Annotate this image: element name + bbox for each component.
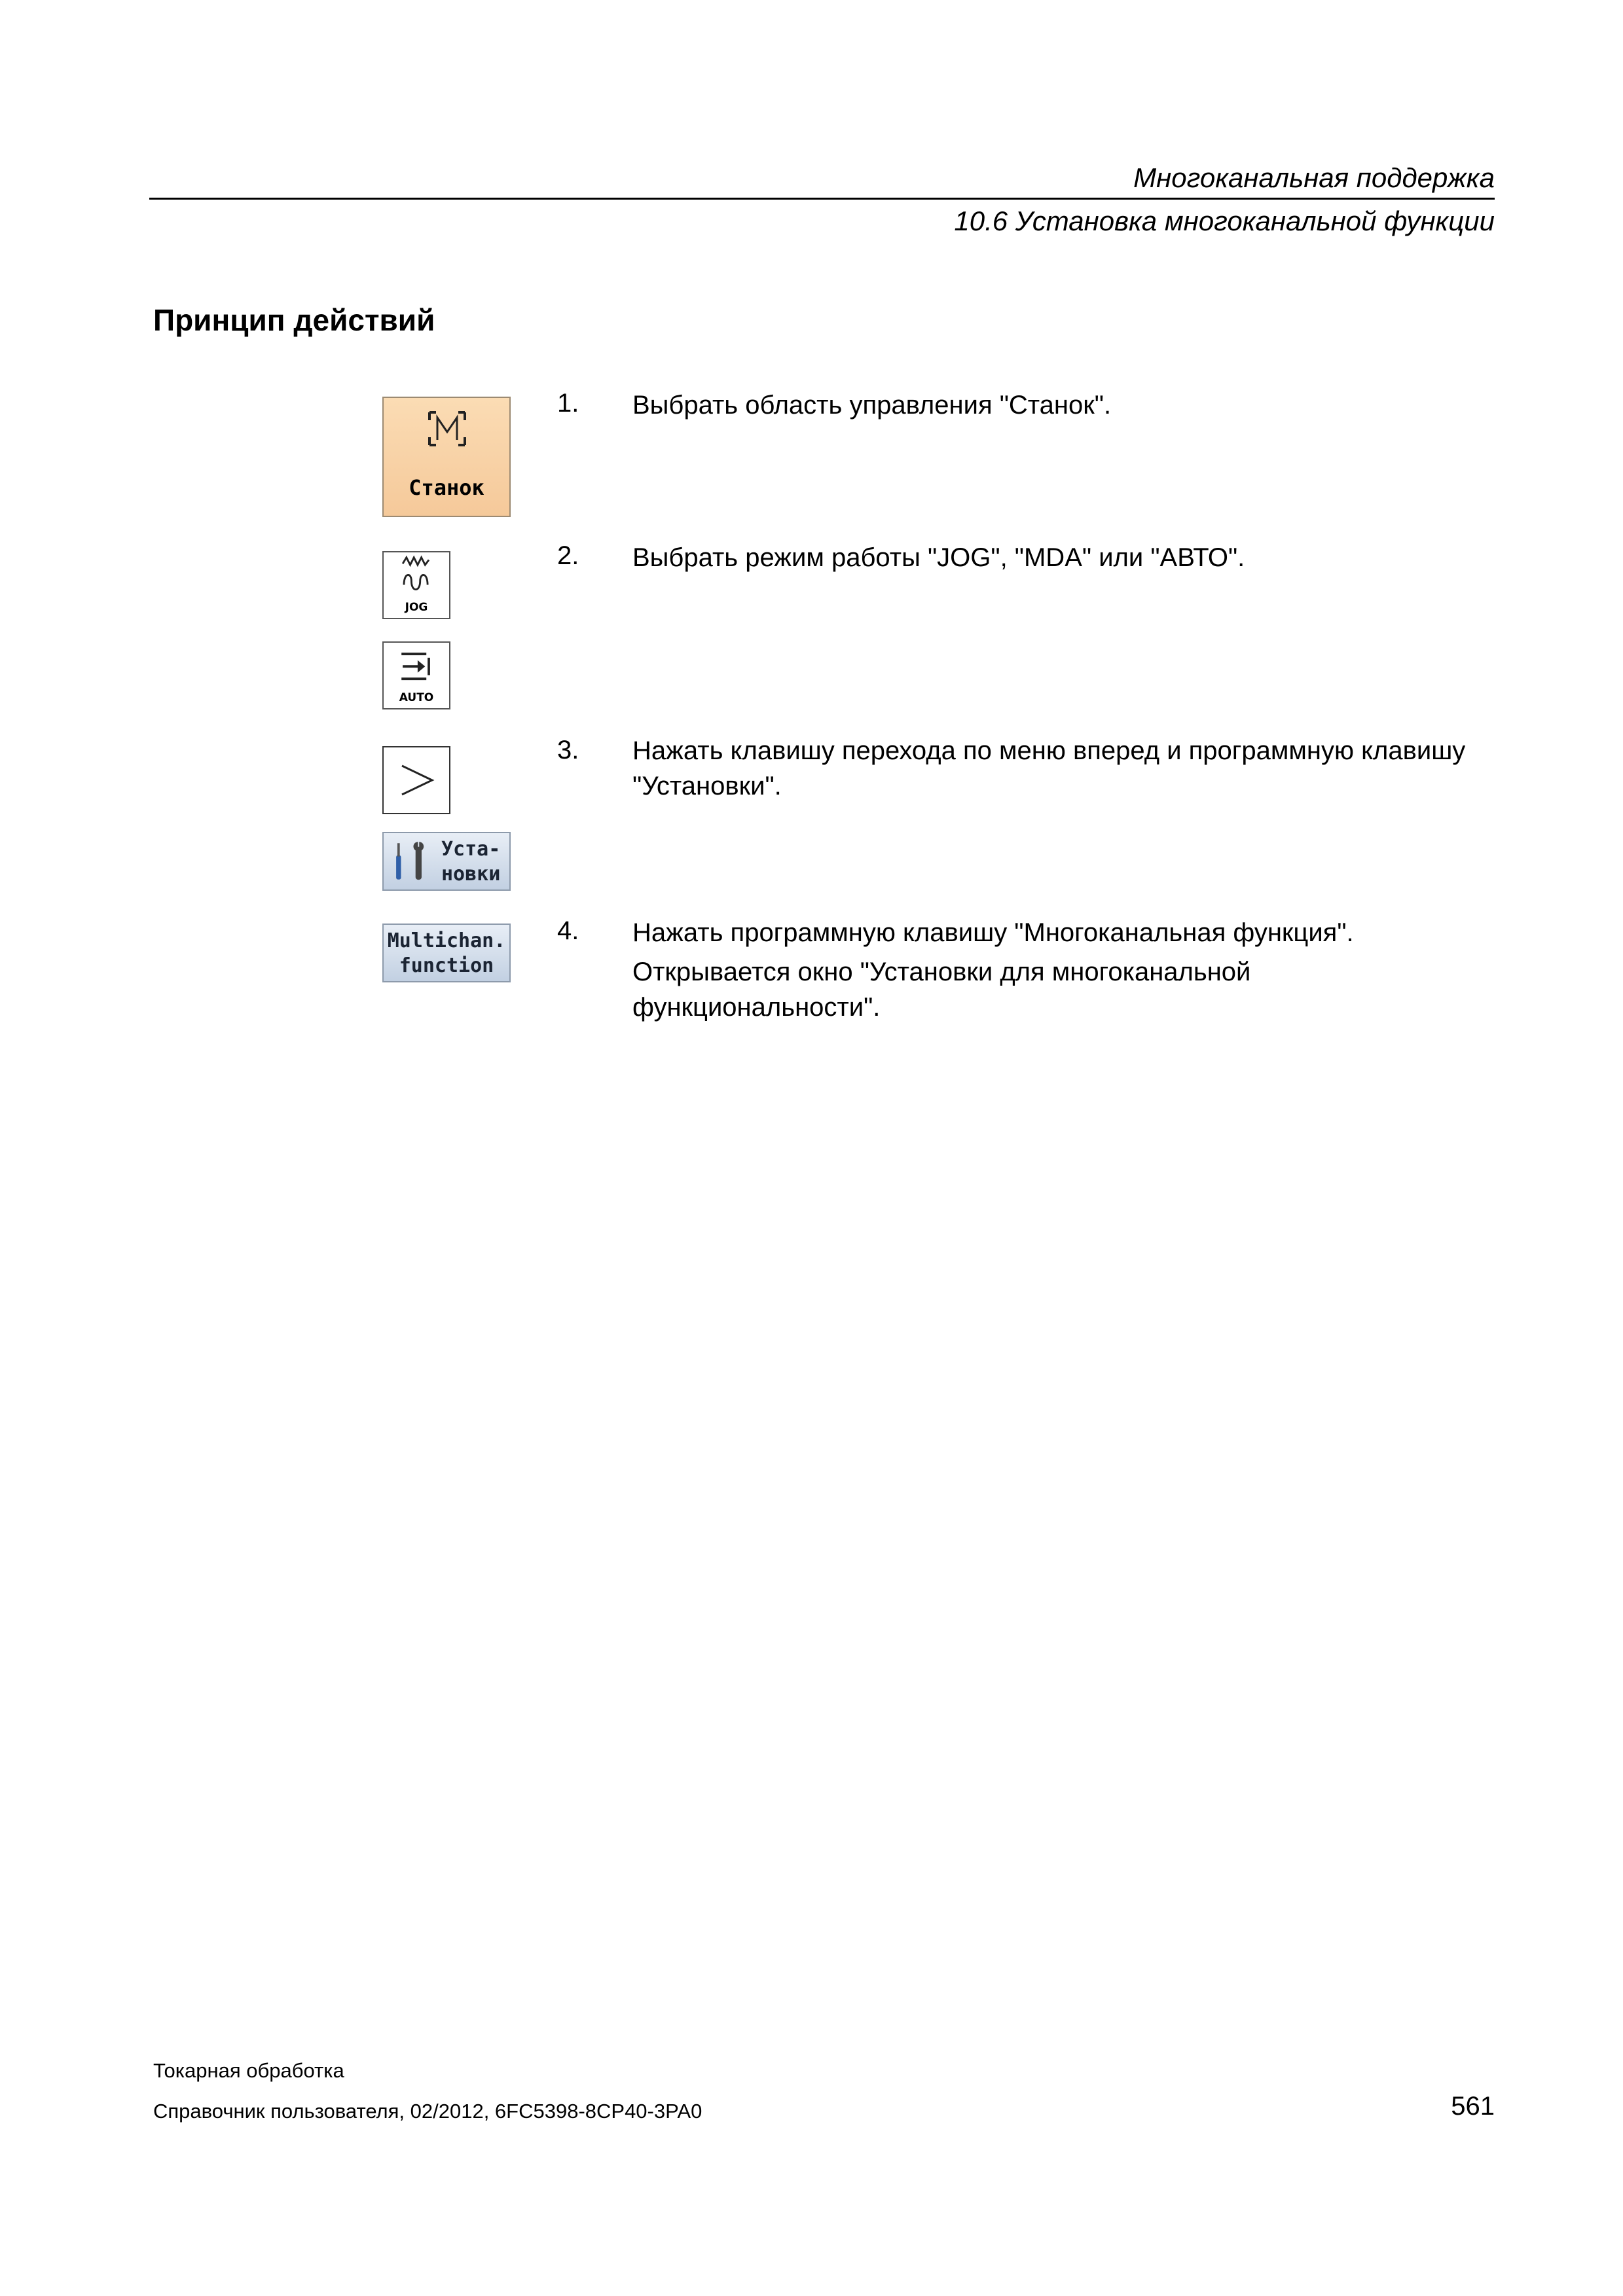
footer-book-title: Токарная обработка (153, 2059, 344, 2082)
running-header-section: 10.6 Установка многоканальной функции (954, 206, 1495, 236)
step-number: 2. (557, 541, 579, 570)
step-number: 4. (557, 916, 579, 945)
step-number: 3. (557, 736, 579, 764)
auto-key-label: AUTO (399, 691, 434, 704)
menu-forward-key (382, 746, 450, 814)
tools-icon (389, 837, 437, 886)
auto-arrow-icon (384, 644, 449, 694)
machine-m-icon (427, 410, 467, 448)
step-result: Открывается окно "Установки для многоканальной функциональности". (632, 958, 1251, 1022)
jog-wave-icon (384, 554, 449, 603)
settings-softkey-label-1: Уста- (441, 838, 501, 861)
jog-key-label: JOG (405, 601, 428, 614)
auto-key (382, 641, 450, 709)
footer-doc-info: Справочник пользователя, 02/2012, 6FC5398-8CP40-3PA0 (153, 2100, 702, 2123)
step-text: Нажать программную клавишу "Многоканальная функция". (632, 918, 1354, 947)
multichan-softkey-label-2: function (399, 954, 494, 977)
jog-key (382, 551, 450, 619)
step-number: 1. (557, 389, 579, 418)
settings-softkey-label-2: новки (441, 863, 501, 886)
step-text: Выбрать режим работы "JOG", "MDA" или "АВТО". (632, 543, 1245, 572)
step-text: Выбрать область управления "Станок". (632, 391, 1112, 420)
running-header-chapter: Многоканальная поддержка (1133, 162, 1495, 193)
multichan-softkey-label-1: Multichan. (387, 929, 506, 952)
page-number: 561 (1451, 2092, 1495, 2121)
multichan-softkey (382, 924, 511, 982)
step-text: Нажать клавишу перехода по меню вперед и программную клавишу "Установки". (632, 736, 1466, 800)
machine-key-label: Станок (409, 475, 484, 500)
greater-than-icon (384, 747, 449, 813)
machine-key (382, 397, 511, 517)
settings-softkey (382, 832, 511, 891)
header-rule (149, 198, 1495, 200)
section-title: Принцип действий (153, 303, 435, 337)
